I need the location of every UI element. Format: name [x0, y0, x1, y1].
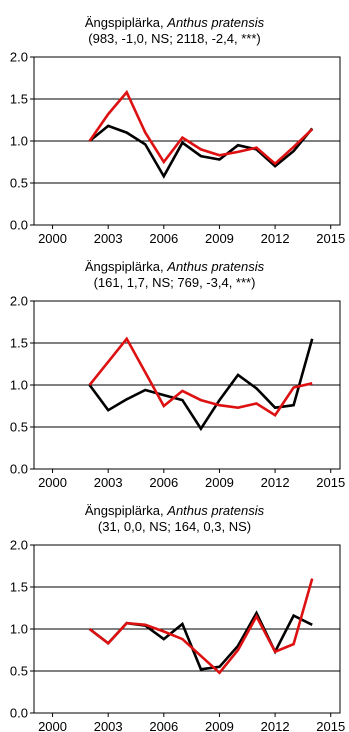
- x-tick-label: 2009: [204, 475, 234, 490]
- y-tick-label: 0.5: [9, 419, 28, 435]
- y-tick-label: 1.5: [9, 335, 28, 351]
- line-chart: [0, 244, 349, 488]
- chart-title-common: Ängspiplärka,: [84, 259, 164, 274]
- y-tick-label: 0.0: [9, 217, 28, 233]
- x-tick-label: 2012: [260, 475, 290, 490]
- y-tick-label: 0.5: [9, 175, 28, 191]
- x-tick-label: 2015: [316, 475, 346, 490]
- y-tick-label: 1.0: [9, 133, 28, 149]
- y-tick-label: 1.5: [9, 579, 28, 595]
- x-tick-label: 2015: [316, 719, 346, 732]
- line-chart: [0, 0, 349, 244]
- x-tick-label: 2009: [204, 231, 234, 246]
- x-tick-label: 2006: [149, 231, 179, 246]
- chart-subtitle: (161, 1,7, NS; 769, -3,4, ***): [93, 275, 256, 290]
- x-tick-label: 2015: [316, 231, 346, 246]
- chart-panel-1: [0, 0, 349, 244]
- x-tick-label: 2006: [149, 475, 179, 490]
- series-line-black: [90, 339, 313, 429]
- x-tick-label: 2003: [93, 475, 123, 490]
- y-tick-label: 1.0: [9, 621, 28, 637]
- chart-panel-2: [0, 244, 349, 488]
- x-tick-label: 2006: [149, 719, 179, 732]
- line-chart: [0, 488, 349, 732]
- x-tick-label: 2003: [93, 231, 123, 246]
- chart-panel-3: [0, 488, 349, 732]
- y-tick-label: 0.0: [9, 461, 28, 477]
- chart-title-common: Ängspiplärka,: [84, 15, 164, 30]
- series-line-red: [90, 92, 313, 163]
- series-line-red: [90, 339, 313, 415]
- y-tick-label: 0.0: [9, 705, 28, 721]
- chart-title-species: Anthus pratensis: [167, 259, 265, 274]
- series-line-black: [90, 126, 313, 176]
- x-tick-label: 2003: [93, 719, 123, 732]
- x-tick-label: 2000: [38, 475, 68, 490]
- series-line-black: [90, 613, 313, 669]
- x-tick-label: 2000: [38, 719, 68, 732]
- y-tick-label: 0.5: [9, 663, 28, 679]
- chart-title-species: Anthus pratensis: [167, 503, 265, 518]
- x-tick-label: 2000: [38, 231, 68, 246]
- chart-title-species: Anthus pratensis: [167, 15, 265, 30]
- y-tick-label: 2.0: [9, 537, 28, 553]
- chart-subtitle: (31, 0,0, NS; 164, 0,3, NS): [97, 519, 252, 534]
- x-tick-label: 2012: [260, 231, 290, 246]
- chart-title-common: Ängspiplärka,: [84, 503, 164, 518]
- y-tick-label: 1.0: [9, 377, 28, 393]
- series-line-red: [90, 579, 313, 673]
- x-tick-label: 2012: [260, 719, 290, 732]
- chart-subtitle: (983, -1,0, NS; 2118, -2,4, ***): [88, 31, 261, 46]
- x-tick-label: 2009: [204, 719, 234, 732]
- y-tick-label: 1.5: [9, 91, 28, 107]
- y-tick-label: 2.0: [9, 49, 28, 65]
- y-tick-label: 2.0: [9, 293, 28, 309]
